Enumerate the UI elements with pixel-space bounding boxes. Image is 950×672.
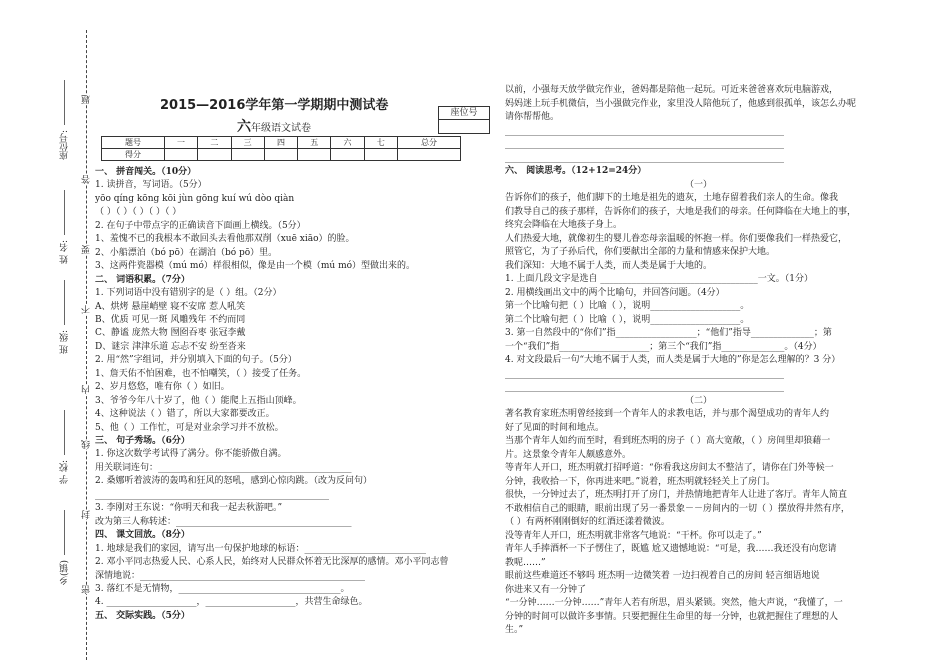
text-line: 5、他（ ）工作忙，可是对业余学习并不放松。 <box>95 422 284 433</box>
text-line: 很快，一分钟过去了，班杰明打开了房门，并热情地把青年人让进了客厅。青年人简直 <box>505 490 848 500</box>
text-line: “一分钟……一分钟……”青年人若有所思，眉头紧锁。突然，他大声说，“我懂了，一 <box>505 598 843 608</box>
text-line: ______________________________________________________________ <box>505 152 784 163</box>
text-line: ____________________________________________________ <box>95 489 329 500</box>
text-line: 第一个比喻句把（ ）比喻（ ），说明____________________。 <box>505 301 750 311</box>
binding-label: 乡(镇) <box>60 560 70 586</box>
binding-fill-line <box>64 510 65 555</box>
text-line: D、谜宗 津津乐道 忘忐不安 纷至沓来 <box>95 341 246 352</box>
score-input-cell[interactable] <box>331 149 364 161</box>
text-line: 终究会降临在大地孩子身上。 <box>505 220 623 230</box>
score-table-cell: 三 <box>231 137 264 149</box>
cut-line-char: 要 <box>82 245 92 254</box>
score-input-cell[interactable] <box>164 149 197 161</box>
text-line: 2. 用“然”字组词，并分别填入下面的句子。（5分） <box>95 355 297 366</box>
score-table-cell: 六 <box>331 137 364 149</box>
section-heading: 二、 词语积累。（7分） <box>95 274 190 285</box>
text-line: 2. 用横线画出文中的两个比喻句，并回答问题。（4分） <box>505 287 725 298</box>
text-line: C、静谧 庞然大物 囫囵吞枣 张冠李戴 <box>95 328 246 339</box>
text-line: 片。这景象令青年人颇感意外。 <box>505 449 632 460</box>
score-input-cell[interactable] <box>198 149 231 161</box>
grade-number: 六 <box>237 119 251 135</box>
text-line: 们教导自己的孩子那样，告诉你们的孩子，大地是我们的母亲。任何降临在大地上的事， <box>505 206 857 217</box>
text-line: 1、羞愧不已的我根本不敢回头去看他那双削（xuē xiāo）的脸。 <box>95 234 355 245</box>
binding-fill-line <box>64 80 65 125</box>
grade-subtitle: 年级语文试卷 <box>251 123 311 134</box>
text-line: 4、这种说法（ ）错了，所以大家都要改正。 <box>95 409 275 420</box>
seat-number-label: 座位号 <box>439 107 489 120</box>
binding-label: 姓 名: <box>60 240 70 264</box>
text-line: 等青年人开口，班杰明就打招呼道：“你看我这房间太不整洁了，请你在门外等候一 <box>505 463 834 473</box>
cut-line <box>86 30 87 660</box>
text-line: 妈妈迷上玩手机微信，当小强做完作业，家里没人陪他玩了，他感到很孤单，该怎么办呢 <box>505 98 857 109</box>
binding-label: 学 校: <box>60 460 70 484</box>
cut-line-char: 密 <box>82 585 92 594</box>
binding-label: 座位号: <box>60 130 70 161</box>
text-line: 4. ____________________，____________________，共营生命绿色。 <box>95 597 368 608</box>
score-table-cell: 总分 <box>397 137 460 149</box>
text-line: 1. 地球是我们的家园，请写出一句保护地球的标语：___________________________ <box>95 543 426 554</box>
text-line: 青年人手捧酒杯一下子愣住了，既尴 尬又遗憾地说：“可是，我……我还没有向您请 <box>505 544 837 554</box>
text-line: 改为第三人称转述：_______________________________________ <box>95 516 352 527</box>
score-input-cell[interactable] <box>298 149 331 161</box>
text-line: 1. 上面几段文字是选自 ___________________________________一文。（1分） <box>505 274 814 284</box>
score-row-label: 得分 <box>102 149 165 161</box>
seat-number-box <box>438 106 490 134</box>
text-line: 请你帮帮他。 <box>505 112 560 122</box>
score-table-cell: 五 <box>298 137 331 149</box>
cut-line-char: 封 <box>82 510 92 519</box>
text-line: （一） <box>685 179 713 190</box>
text-line: 没等青年人开口，班杰明就非常客气地说：“干杯。你可以走了。” <box>505 530 762 541</box>
score-input-cell[interactable] <box>231 149 264 161</box>
text-line: 2、岁月悠悠，唯有你（ ）如旧。 <box>95 382 230 393</box>
text-line: 3. 李刚对王东说：“你明天和我一起去秋游吧。” <box>95 503 283 514</box>
text-line: 教呢……” <box>505 557 546 568</box>
text-line: ______________________________________________________________ <box>505 368 784 379</box>
text-line: 告诉你们的孩子，他们脚下的土地是祖先的遗灰，土地存留着我们亲人的生命。像我 <box>505 193 839 203</box>
text-line: 4. 对文段最后一句“大地不属于人类，而人类是属于大地的”你是怎么理解的？3 分） <box>505 355 841 365</box>
binding-label: 班 级: <box>60 330 70 354</box>
text-line: 分钟，我收拾一下，你再进来吧。”说着，班杰明就轻轻关上了房门。 <box>505 476 776 487</box>
score-table-cell: 二 <box>198 137 231 149</box>
section-heading: 三、 句子秀场。（6分） <box>95 436 190 446</box>
text-line: 3、爷爷今年八十岁了，他（ ）能爬上五指山顶峰。 <box>95 395 302 406</box>
text-line: （ ）有两杯刚刚倒好的红酒还漾着微波。 <box>505 517 670 527</box>
text-line: 1. 你这次数学考试得了满分。你不能骄傲自满。 <box>95 449 287 460</box>
section-heading: 一、 拼音闯关。（10分） <box>95 167 197 177</box>
text-line: 以前，小强每天放学做完作业，爸妈都是陪他一起玩。可近来爸爸喜欢玩电脑游戏， <box>505 85 839 95</box>
binding-fill-line <box>64 280 65 325</box>
text-line: 眼前这些难道还不够吗 班杰明一边微笑着 一边扫视着自己的房间 轻言细语地说 <box>505 571 820 581</box>
score-table-cell: 七 <box>364 137 397 149</box>
text-line: 我们深知：大地不属于人类，而人类是属于大地的。 <box>505 260 713 271</box>
text-line: 2、小船漂泊（bó pō）在湖泊（bó pō）里。 <box>95 247 278 258</box>
text-line: 人们热爱大地，就像初生的婴儿眷恋母亲温暖的怀抱一样。你们要像我们一样热爱它， <box>505 233 848 244</box>
cut-line-char: 题 <box>82 95 92 104</box>
score-input-cell[interactable] <box>364 149 397 161</box>
text-line: 分钟的时间可以做许多事情。只要把握住生命里的每一分钟，也就把握住了理想的人 <box>505 611 839 622</box>
score-table-cell: 题号 <box>102 137 165 149</box>
text-line: 好了见面的时间和地点。 <box>505 422 605 433</box>
text-line: ______________________________________________________________ <box>505 125 784 136</box>
cut-line-char: 线 <box>82 440 92 449</box>
text-line: 2. 邓小平同志热爱人民、心系人民，始终对人民群众怀着无比深厚的感情。邓小平同志曾 <box>95 557 449 568</box>
score-input-cell[interactable] <box>264 149 297 161</box>
section-heading: 四、 课文回放。（8分） <box>95 530 190 541</box>
text-line: B、优质 可见一斑 风雕残年 不约而同 <box>95 314 246 325</box>
text-line: （二） <box>685 395 713 406</box>
text-line: （ ）（ ）（ ）（ ）（ ） <box>95 207 182 218</box>
text-line: 当那个青年人如约而至时，看到班杰明的房子（ ）高大宽敞，（ ）房间里却狼藉一 <box>505 436 831 446</box>
cut-line-char: 答 <box>82 175 92 184</box>
text-line: 用关联词连句：___________________________________________ <box>95 462 352 473</box>
score-table <box>101 136 461 161</box>
text-line: ______________________________________________________________ <box>505 382 784 392</box>
text-line: 3. 落红不是无情物，____________________________________。 <box>95 583 350 594</box>
text-line: 1. 读拼音，写词语。（5分） <box>95 180 207 191</box>
text-line: 你进来又有一分钟了 <box>505 584 587 595</box>
score-table-cell: 四 <box>264 137 297 149</box>
text-line: 照管它，为了子孙后代，你们要献出全部的力量和情感来保护大地。 <box>505 247 776 257</box>
score-table-score-row <box>102 149 461 161</box>
binding-strip <box>0 0 92 672</box>
text-line: 2. 桑娜听着波涛的轰鸣和狂风的怒吼，感到心惊肉跳。（改为反问句） <box>95 476 372 487</box>
cut-line-char: 内 <box>82 385 92 394</box>
grade-line <box>237 116 311 136</box>
exam-title: 2015—2016学年第一学期期中测试卷 <box>160 98 389 113</box>
text-line: 第二个比喻句把（ ）比喻（ ），说明____________________。 <box>505 314 750 325</box>
text-line: A、烘烤 悬崖峭壁 寝不安席 惹人吼笑 <box>95 301 246 312</box>
text-line: 深情地说：__________________________________________________ <box>95 570 366 581</box>
text-line: 2. 在句子中带点字的正确读音下面画上横线。（5分） <box>95 220 306 231</box>
text-line: yōo qíng kōng kōi jùn gōng kuí wú dòo qiàn <box>95 193 295 204</box>
score-table-cell: 一 <box>164 137 197 149</box>
text-line: 生。” <box>505 625 524 635</box>
text-line: 3. 第一自然段中的“你们”指__________________；“他们”指导______________；第 <box>505 328 832 338</box>
text-line: 著名教育家班杰明曾经接到一个青年人的求教电话，并与那个渴望成功的青年人约 <box>505 409 830 419</box>
score-input-cell[interactable] <box>397 149 460 161</box>
text-line: 1、詹天佑不怕困难，也不怕嘲笑，（ ）接受了任务。 <box>95 368 307 379</box>
binding-fill-line <box>64 190 65 235</box>
text-line: 不敢相信自己的眼睛，眼前出现了另一番景象－－房间内的一切（ ）摆放得井然有序， <box>505 503 850 514</box>
text-line: 1. 下列词语中没有错别字的是（ ）组。（2分） <box>95 288 282 299</box>
binding-fill-line <box>64 410 65 455</box>
section-heading: 六、 阅读思考。（12+12=24分） <box>505 166 647 176</box>
cut-line-char: 不 <box>82 305 92 314</box>
section-heading: 五、 交际实践。（5分） <box>95 610 190 621</box>
text-line: 3、这两件瓷器模（mú mó）样很相似，像是由一个模（mú mó）型做出来的。 <box>95 261 416 272</box>
score-table-header-row <box>102 137 461 149</box>
text-line: ______________________________________________________________ <box>505 139 784 149</box>
text-line: 一个“我们”指____________________；第三个“我们”指______________。（4分） <box>505 341 822 352</box>
